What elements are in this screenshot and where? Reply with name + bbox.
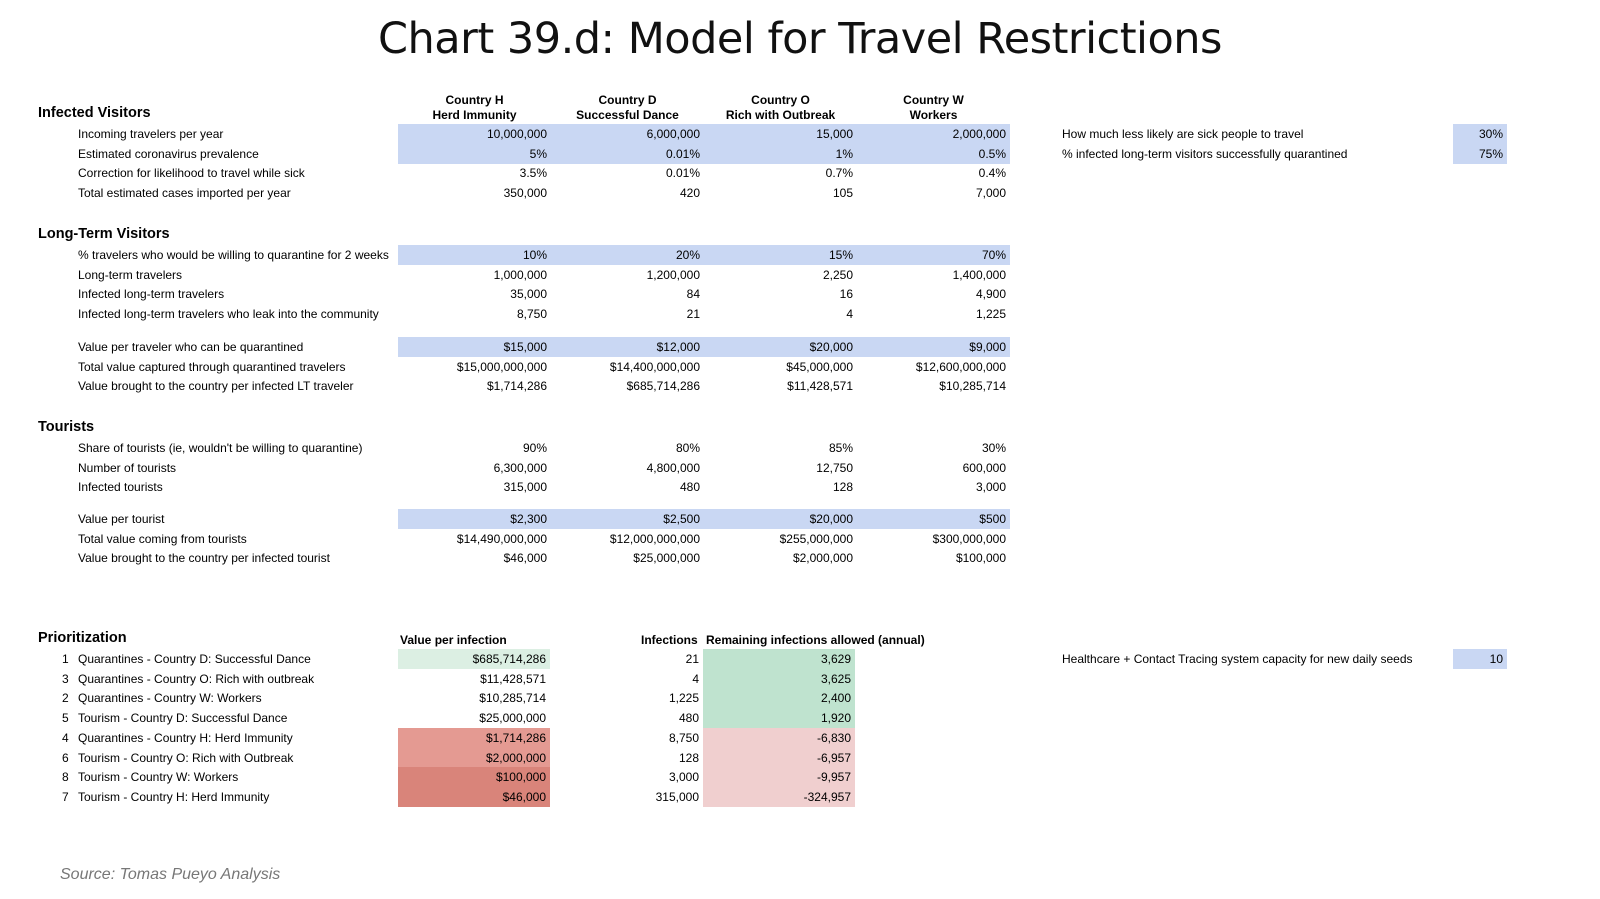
row-label: Total value coming from tourists — [78, 531, 247, 546]
table-cell: 1,400,000 — [952, 267, 1006, 282]
table-cell: $255,000,000 — [779, 531, 853, 546]
priority-rank: 6 — [62, 750, 69, 765]
priority-label: Quarantines - Country O: Rich with outbreak — [78, 671, 315, 686]
column-header-type: Successful Dance — [576, 108, 679, 122]
priority-rank: 4 — [62, 730, 69, 745]
table-cell: 35,000 — [510, 287, 547, 302]
table-cell: 30% — [981, 441, 1006, 455]
table-cell: $15,000,000,000 — [456, 359, 547, 374]
table-cell: $14,490,000,000 — [456, 531, 547, 546]
row-label: Long-term travelers — [78, 267, 183, 282]
table-cell: 70% — [981, 248, 1006, 262]
table-cell: 21 — [686, 307, 700, 322]
row-label: Share of tourists (ie, wouldn't be willing to quarantine) — [78, 441, 363, 455]
table-cell: 8,750 — [516, 307, 547, 322]
priority-rank: 2 — [62, 691, 69, 706]
table-cell: $100,000 — [955, 551, 1006, 566]
column-header — [394, 93, 555, 123]
table-cell: $12,000,000,000 — [609, 531, 700, 546]
table-cell: 2,000,000 — [952, 127, 1006, 141]
table-cell: 10% — [522, 248, 547, 262]
table-cell: 4,800,000 — [646, 460, 700, 475]
row-label: Number of tourists — [78, 460, 177, 475]
priority-rank: 8 — [62, 770, 69, 785]
priority-infections: 128 — [678, 750, 699, 765]
table-cell: 1,225 — [975, 307, 1006, 322]
table-cell: 80% — [675, 441, 700, 455]
table-cell: 0.01% — [665, 146, 700, 161]
assumption-value: 30% — [1453, 124, 1507, 144]
section-infected-visitors: Infected Visitors — [38, 105, 151, 121]
row-label: Total value captured through quarantined travelers — [78, 359, 346, 374]
priority-remaining: 1,920 — [703, 708, 855, 728]
table-cell: 0.4% — [978, 166, 1006, 181]
priority-rank: 7 — [62, 789, 69, 804]
table-cell: 1% — [835, 146, 853, 161]
priority-label: Tourism - Country H: Herd Immunity — [78, 789, 270, 804]
table-cell: $15,000 — [503, 340, 547, 354]
table-cell: 6,000,000 — [646, 127, 700, 141]
column-header-type: Rich with Outbreak — [725, 108, 836, 122]
table-cell: $46,000 — [503, 551, 547, 566]
row-label: Correction for likelihood to travel while sick — [78, 166, 305, 181]
table-cell: 12,750 — [816, 460, 853, 475]
header-infections: Infections — [641, 633, 698, 647]
table-cell: 3,000 — [975, 480, 1006, 495]
priority-infections: 480 — [678, 711, 699, 726]
table-cell: $10,285,714 — [939, 379, 1006, 394]
priority-remaining: -6,957 — [703, 748, 855, 768]
priority-value-per-infection: $10,285,714 — [479, 691, 546, 706]
table-cell: $500 — [979, 512, 1006, 526]
table-cell: $1,714,286 — [486, 379, 547, 394]
row-label: Value per tourist — [78, 512, 165, 526]
priority-label: Quarantines - Country H: Herd Immunity — [78, 730, 293, 745]
priority-value-per-infection: $685,714,286 — [398, 649, 550, 669]
table-cell: $9,000 — [969, 340, 1006, 354]
table-cell: 350,000 — [503, 186, 547, 201]
priority-remaining: 3,629 — [703, 649, 855, 669]
priority-value-per-infection: $1,714,286 — [398, 728, 550, 748]
column-header-country: Country D — [598, 93, 657, 107]
table-cell: 105 — [832, 186, 853, 201]
assumption-label: How much less likely are sick people to travel — [1062, 127, 1304, 141]
table-cell: 84 — [686, 287, 700, 302]
section-tourists: Tourists — [38, 419, 95, 435]
row-label: Value per traveler who can be quarantined — [78, 340, 304, 354]
table-cell: 0.01% — [665, 166, 700, 181]
table-cell: 4,900 — [975, 287, 1006, 302]
table-cell: 90% — [522, 441, 547, 455]
priority-infections: 4 — [692, 671, 699, 686]
table-cell: 420 — [679, 186, 700, 201]
priority-rank: 3 — [62, 671, 69, 686]
table-cell: $20,000 — [809, 340, 853, 354]
table-cell: $45,000,000 — [786, 359, 853, 374]
priority-value-per-infection: $25,000,000 — [479, 711, 546, 726]
priority-value-per-infection: $2,000,000 — [398, 748, 550, 768]
table-cell: $14,400,000,000 — [609, 359, 700, 374]
table-cell: $25,000,000 — [633, 551, 700, 566]
row-label: Estimated coronavirus prevalence — [78, 146, 259, 161]
column-header — [547, 93, 708, 123]
table-cell: 3.5% — [519, 166, 547, 181]
table-cell: 4 — [846, 307, 853, 322]
priority-label: Tourism - Country W: Workers — [78, 770, 239, 785]
table-cell: 10,000,000 — [486, 127, 547, 141]
row-label: Incoming travelers per year — [78, 127, 224, 141]
table-cell: 0.7% — [825, 166, 853, 181]
column-header-country: Country W — [903, 93, 964, 107]
column-header-country: Country O — [751, 93, 810, 107]
priority-rank: 1 — [62, 652, 69, 666]
table-cell: $11,428,571 — [787, 379, 853, 394]
table-cell: $2,300 — [510, 512, 547, 526]
table-cell: $12,600,000,000 — [915, 359, 1006, 374]
column-header-country: Country H — [445, 93, 504, 107]
table-cell: $300,000,000 — [932, 531, 1006, 546]
priority-label: Quarantines - Country W: Workers — [78, 691, 262, 706]
priority-rank: 5 — [62, 711, 69, 726]
table-cell: $12,000 — [656, 340, 700, 354]
table-cell: 20% — [675, 248, 700, 262]
source-note: Source: Tomas Pueyo Analysis — [60, 866, 281, 883]
priority-value-per-infection: $100,000 — [398, 767, 550, 787]
priority-infections: 21 — [685, 652, 699, 666]
table-cell: 0.5% — [978, 146, 1006, 161]
capacity-value: 10 — [1453, 649, 1507, 669]
priority-label: Tourism - Country O: Rich with Outbreak — [78, 750, 294, 765]
priority-infections: 8,750 — [668, 730, 699, 745]
table-cell: 315,000 — [503, 480, 547, 495]
row-label: Total estimated cases imported per year — [78, 186, 291, 201]
table-cell: 15,000 — [816, 127, 853, 141]
column-header — [853, 93, 1014, 123]
header-remaining-infections: Remaining infections allowed (annual) — [706, 633, 925, 647]
table-cell: 85% — [828, 441, 853, 455]
priority-value-per-infection: $46,000 — [398, 787, 550, 807]
priority-remaining: 3,625 — [703, 669, 855, 689]
column-header-type: Herd Immunity — [432, 108, 517, 122]
section-prioritization: Prioritization — [38, 630, 127, 646]
table-cell: 5% — [529, 146, 547, 161]
table-cell: 16 — [839, 287, 853, 302]
table-cell: 15% — [828, 248, 853, 262]
table-cell: 1,000,000 — [493, 267, 547, 282]
priority-remaining: -324,957 — [703, 787, 855, 807]
priority-label: Quarantines - Country D: Successful Dance — [78, 652, 311, 666]
table-cell: 2,250 — [822, 267, 853, 282]
row-label: % travelers who would be willing to quarantine for 2 weeks — [78, 248, 389, 262]
page-title: Chart 39.d: Model for Travel Restrictions — [378, 14, 1222, 64]
row-label: Value brought to the country per infected tourist — [78, 551, 330, 566]
assumption-label: % infected long-term visitors successfully quarantined — [1062, 146, 1348, 161]
priority-value-per-infection: $11,428,571 — [480, 671, 546, 686]
capacity-label: Healthcare + Contact Tracing system capacity for new daily seeds — [1062, 652, 1413, 666]
table-cell: 1,200,000 — [646, 267, 700, 282]
table-cell: 6,300,000 — [493, 460, 547, 475]
table-cell: 600,000 — [962, 460, 1006, 475]
table-cell: 7,000 — [975, 186, 1006, 201]
table-cell: 128 — [832, 480, 853, 495]
table-cell: $685,714,286 — [626, 379, 700, 394]
table-cell: 480 — [679, 480, 700, 495]
row-label: Infected long-term travelers — [78, 287, 225, 302]
table-cell: $2,000,000 — [792, 551, 853, 566]
column-header-type: Workers — [909, 108, 958, 122]
priority-remaining: -6,830 — [703, 728, 855, 748]
priority-infections: 1,225 — [668, 691, 699, 706]
priority-remaining: -9,957 — [703, 767, 855, 787]
column-header — [700, 93, 861, 123]
row-label: Infected long-term travelers who leak into the community — [78, 307, 379, 322]
section-long-term-visitors: Long-Term Visitors — [38, 226, 170, 242]
priority-infections: 3,000 — [668, 770, 699, 785]
assumption-value: 75% — [1453, 144, 1507, 164]
priority-infections: 315,000 — [655, 789, 699, 804]
header-value-per-infection: Value per infection — [400, 633, 507, 647]
priority-remaining: 2,400 — [703, 688, 855, 708]
table-cell: $20,000 — [809, 512, 853, 526]
priority-label: Tourism - Country D: Successful Dance — [78, 711, 288, 726]
table-cell: $2,500 — [663, 512, 700, 526]
row-label: Infected tourists — [78, 480, 163, 495]
row-label: Value brought to the country per infected LT traveler — [78, 379, 354, 394]
